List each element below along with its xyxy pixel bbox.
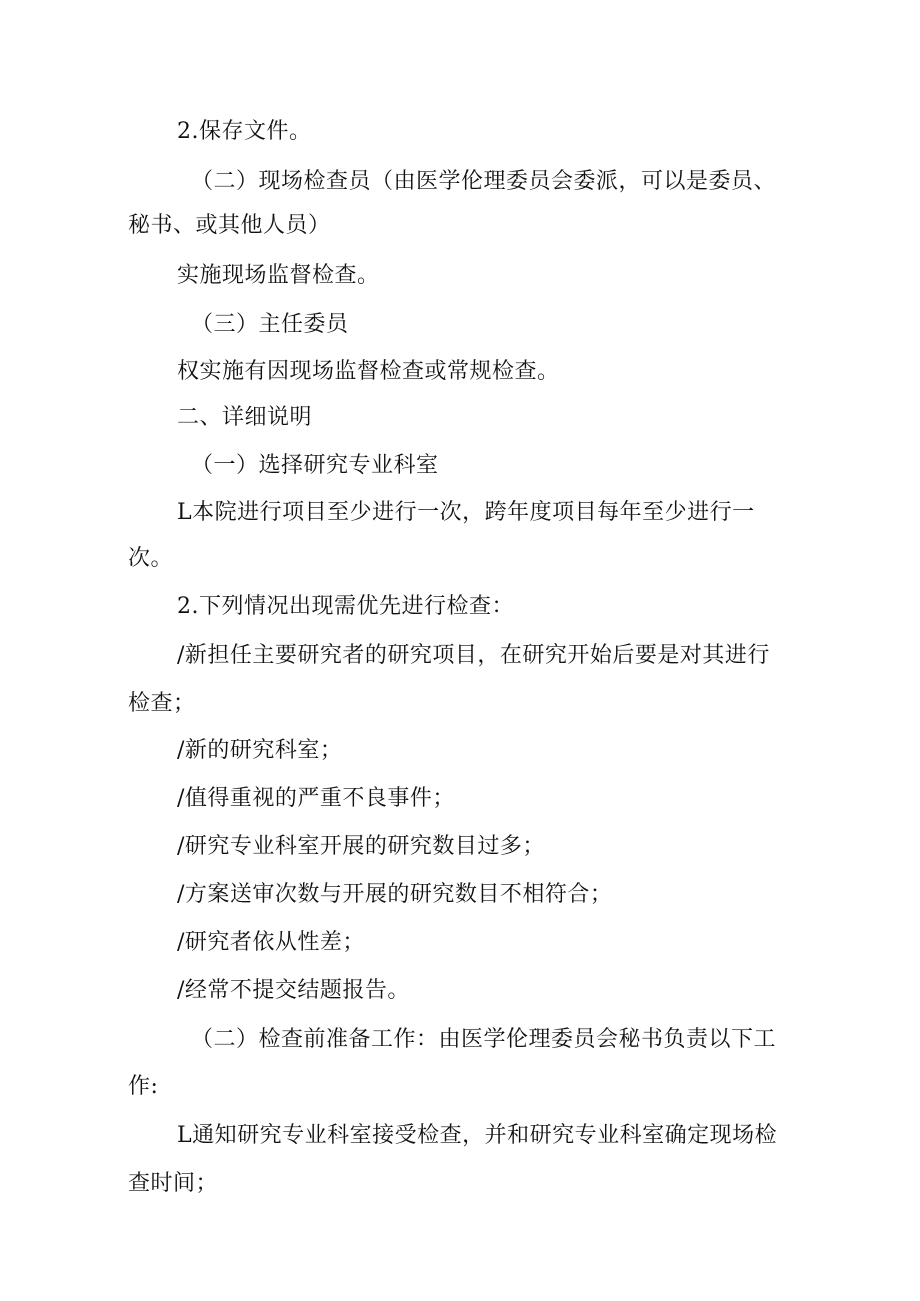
text-line: （一）选择研究专业科室 xyxy=(191,453,439,478)
text-line: （二）检查前准备工作：由医学伦理委员会秘书负责以下工 xyxy=(191,1027,777,1052)
text-line: 检查； xyxy=(128,691,196,716)
text-line: 次。 xyxy=(128,546,174,571)
list-item: /经常不提交结题报告。 xyxy=(177,978,410,1003)
list-item: /新担任主要研究者的研究项目，在研究开始后要是对其进行 xyxy=(177,643,770,668)
list-item: /值得重视的严重不良事件； xyxy=(177,786,455,811)
text-line: （三）主任委员 xyxy=(191,312,349,337)
text-line: 权实施有因现场监督检查或常规检查。 xyxy=(177,359,560,384)
list-item: /新的研究科室； xyxy=(177,738,343,763)
text-line: L本院进行项目至少进行一次，跨年度项目每年至少进行一 xyxy=(177,500,755,525)
text-line: L通知研究专业科室接受检查，并和研究专业科室确定现场检 xyxy=(177,1123,778,1148)
list-item: /方案送审次数与开展的研究数目不相符合； xyxy=(177,882,613,907)
text-line: 秘书、或其他人员） xyxy=(128,213,331,238)
text-line: 2.保存文件。 xyxy=(177,119,312,144)
text-line: 实施现场监督检查。 xyxy=(177,263,380,288)
text-line: 作: xyxy=(128,1074,159,1099)
text-line: （二）现场检查员（由医学伦理委员会委派，可以是委员、 xyxy=(191,169,777,194)
section-heading: 二、详细说明 xyxy=(177,405,313,430)
text-line: 查时间； xyxy=(128,1171,219,1196)
list-item: /研究专业科室开展的研究数目过多； xyxy=(177,834,545,859)
list-item: /研究者依从性差； xyxy=(177,930,365,955)
text-line: 2.下列情况出现需优先进行检查： xyxy=(177,594,514,619)
